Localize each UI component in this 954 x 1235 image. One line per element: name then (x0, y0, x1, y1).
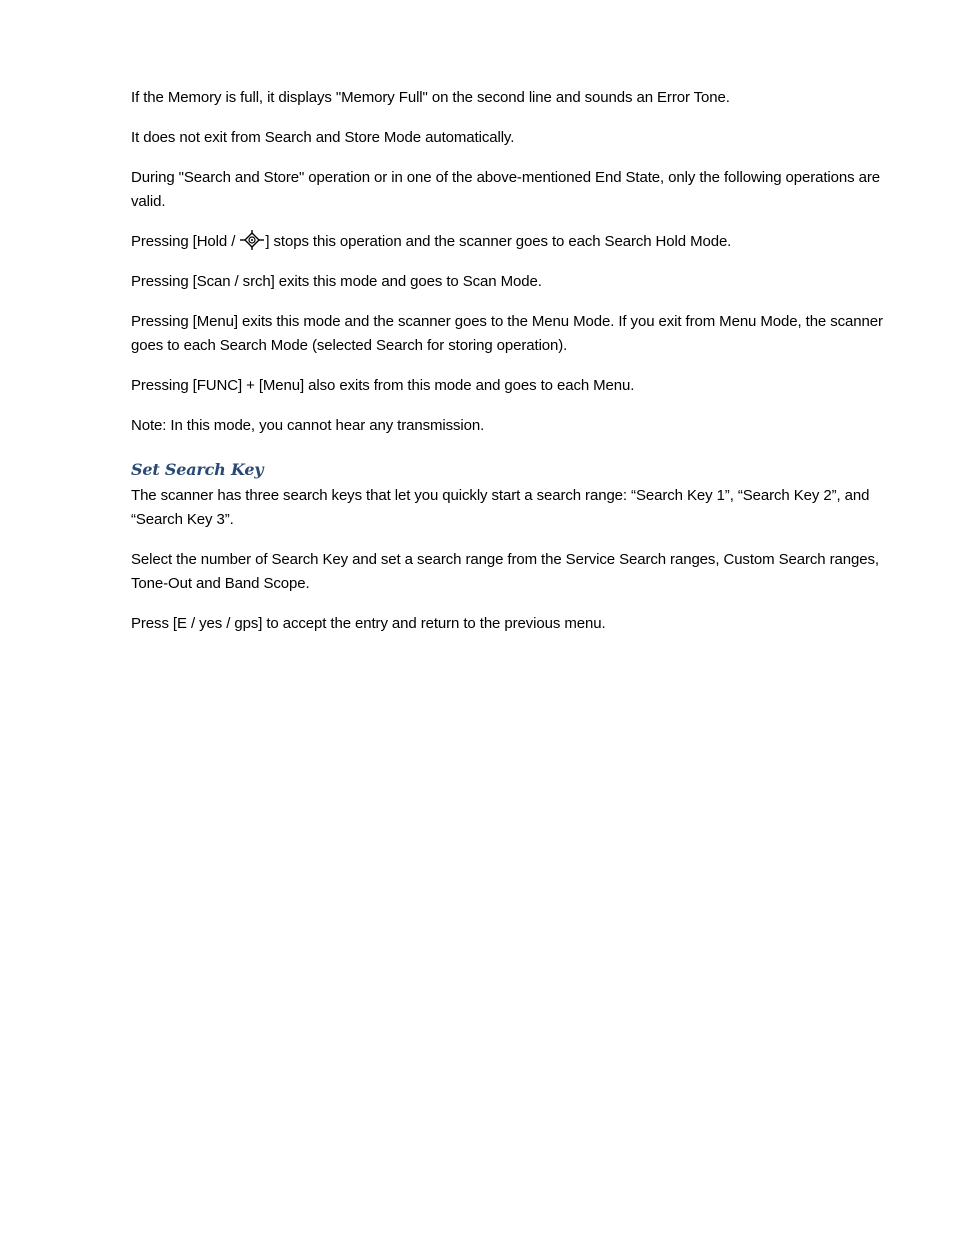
paragraph-select-range: Select the number of Search Key and set a search range from the Service Search ranges, Custom Search ranges, Tone-Out and Band Scope. (131, 551, 879, 592)
paragraph-hold (131, 230, 883, 254)
paragraph-func-menu: Pressing [FUNC] + [Menu] also exits from this mode and goes to each Menu. (131, 377, 635, 394)
paragraph-scan-srch: Pressing [Scan / srch] exits this mode and goes to Scan Mode. (131, 273, 542, 290)
paragraph-valid-operations: During "Search and Store" operation or in one of the above-mentioned End State, only the following operations are valid. (131, 169, 880, 210)
hold-text-after: ] stops this operation and the scanner goes to each Search Hold Mode. (265, 233, 732, 250)
paragraph-menu: Pressing [Menu] exits this mode and the scanner goes to the Menu Mode. If you exit from Menu Mode, the scanner goes to each Search Mode (selected Search for storing operation). (131, 313, 883, 354)
paragraph-note: Note: In this mode, you cannot hear any transmission. (131, 417, 485, 434)
paragraph-no-auto-exit: It does not exit from Search and Store Mode automatically. (131, 129, 515, 146)
section-heading: Set Search Key (131, 460, 264, 479)
paragraph-press-e: Press [E / yes / gps] to accept the entry and return to the previous menu. (131, 615, 606, 632)
gps-target-icon (240, 230, 264, 250)
document-page (131, 86, 883, 652)
paragraph-search-keys: The scanner has three search keys that let you quickly start a search range: “Search Key 1”, “Search Key 2”, and “Search Key 3”. (131, 487, 870, 528)
hold-text-before: Pressing [Hold / (131, 233, 240, 250)
paragraph-memory-full: If the Memory is full, it displays "Memory Full" on the second line and sounds an Error Tone. (131, 89, 730, 106)
